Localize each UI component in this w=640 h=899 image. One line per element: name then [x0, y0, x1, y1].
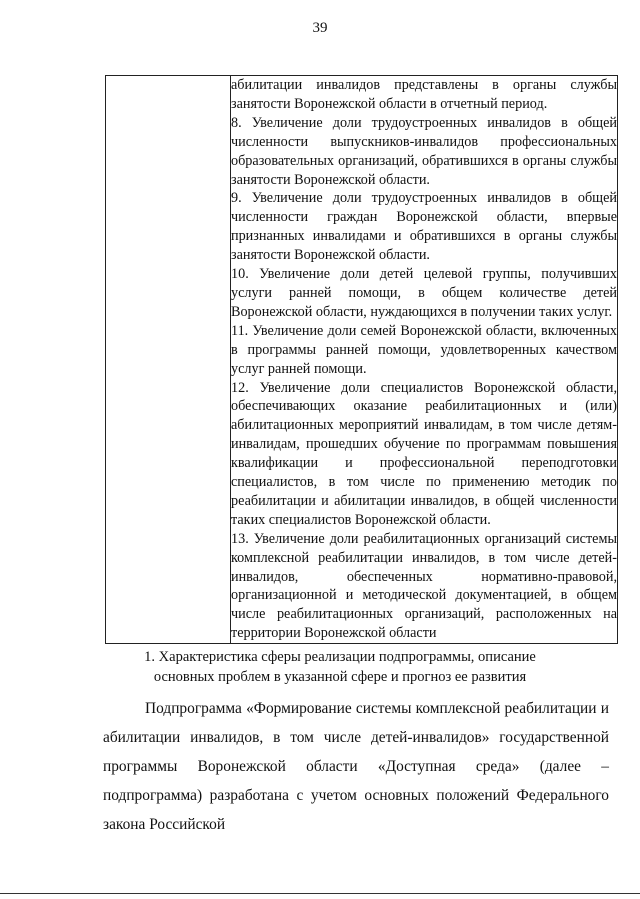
indicator-item: 11. Увеличение доли семей Воронежской области, включенных в программы ранней помощи, удовлетворенных качеством услуг ранней помощи.: [231, 322, 617, 377]
table-row: [106, 76, 618, 644]
indicators-table: [105, 75, 618, 644]
section-heading-line: основных проблем в указанной сфере и прогноз ее развития: [153, 668, 527, 685]
indicator-item: 9. Увеличение доли трудоустроенных инвалидов в общей численности граждан Воронежской области, впервые признанных инвалидами и обратившихся в органы службы занятости Воронежской области.: [231, 190, 617, 264]
indicator-item: 8. Увеличение доли трудоустроенных инвалидов в общей численности выпускников-инвалидов профессиональных образовательных организаций, обратившихся в органы службы занятости Воронежской области.: [231, 114, 617, 188]
indicator-item: абилитации инвалидов представлены в органы службы занятости Воронежской области в отчетный период.: [231, 77, 617, 112]
indicator-item: 12. Увеличение доли специалистов Воронежской области, обеспечивающих оказание реабилитационных и (или) абилитационных мероприятий инвалидам, в том числе детям-инвалидам, прошедших обучение по программам повышения квалификации и профессиональной переподготовки специалистов, в том числе по применению методик по реабилитации и абилитации инвалидов, в общей численности таких специалистов Воронежской области.: [231, 379, 617, 528]
body-paragraph: Подпрограмма «Формирование системы комплексной реабилитации и абилитации инвалидов, в том числе детей-инвалидов» государственной программы Воронежской области «Доступная среда» (далее – подпрограмма) разработана с учетом основных положений Федерального закона Российской: [103, 700, 609, 833]
indicator-item: 10. Увеличение доли детей целевой группы, получивших услуги ранней помощи, в общем количестве детей Воронежской области, нуждающихся в получении таких услуг.: [231, 266, 617, 320]
table-left-cell: [106, 76, 231, 644]
section-heading: [60, 648, 620, 687]
table-right-cell: [231, 76, 618, 644]
indicator-item: 13. Увеличение доли реабилитационных организаций системы комплексной реабилитации инвалидов, в том числе детей-инвалидов, обеспеченных нормативно-правовой, организационной и методической документацией, в общем числе реабилитационных организаций, расположенных на территории Воронежской области: [231, 530, 617, 642]
footer-divider: [0, 893, 640, 894]
page-number: 39: [312, 20, 328, 36]
section-heading-line: 1. Характеристика сферы реализации подпрограммы, описание: [144, 649, 536, 665]
